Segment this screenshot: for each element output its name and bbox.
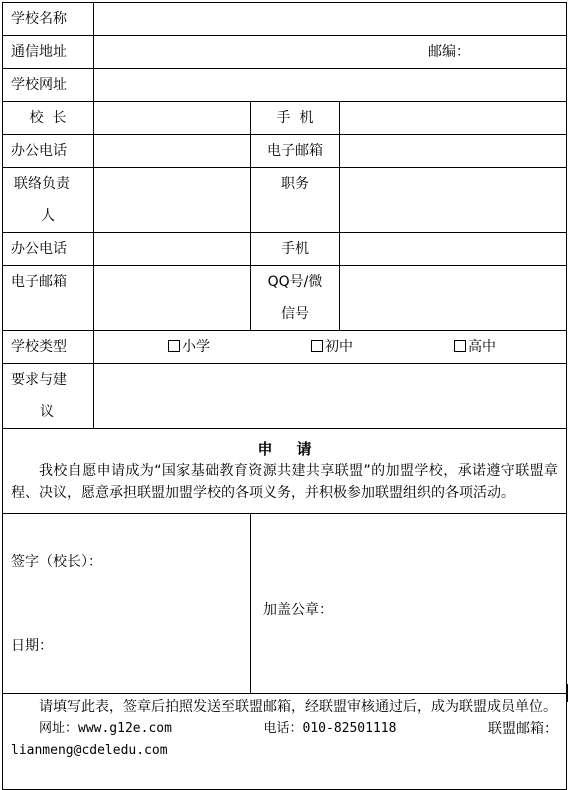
row-office-phone bbox=[3, 135, 567, 168]
checkbox-icon[interactable] bbox=[168, 340, 180, 352]
application-title-char2: 请 bbox=[296, 440, 312, 458]
address-field[interactable] bbox=[94, 36, 567, 69]
requirements-label-line1: 要求与建 bbox=[11, 372, 67, 388]
contact-person-label bbox=[3, 168, 94, 233]
postcode-label: 邮编： bbox=[428, 44, 471, 60]
position-label: 职务 bbox=[251, 168, 340, 233]
office-phone-label: 办公电话 bbox=[3, 135, 94, 168]
contact-website: 网址：www.g12e.com bbox=[39, 721, 172, 736]
type-option-primary-label: 小学 bbox=[182, 339, 210, 355]
principal-field[interactable] bbox=[94, 102, 251, 135]
row-contact-person bbox=[3, 168, 567, 233]
application-title-char1: 申 bbox=[257, 440, 273, 458]
mobile-label: 手 机 bbox=[251, 102, 340, 135]
email-label: 电子邮箱 bbox=[251, 135, 340, 168]
row-principal bbox=[3, 102, 567, 135]
type-option-senior[interactable] bbox=[454, 331, 496, 363]
school-name-label: 学校名称 bbox=[3, 3, 94, 36]
row-office-phone-2 bbox=[3, 233, 567, 266]
contact-line bbox=[11, 718, 558, 740]
checkbox-icon[interactable] bbox=[454, 340, 466, 352]
type-option-junior-label: 初中 bbox=[325, 339, 354, 355]
row-note bbox=[3, 694, 567, 790]
qq-wechat-field[interactable] bbox=[340, 266, 567, 331]
office-phone-label-2: 办公电话 bbox=[3, 233, 94, 266]
office-phone-field-2[interactable] bbox=[94, 233, 251, 266]
school-type-label: 学校类型 bbox=[3, 331, 94, 364]
school-name-field[interactable] bbox=[94, 3, 567, 36]
address-label: 通信地址 bbox=[3, 36, 94, 69]
email-field-2[interactable] bbox=[94, 266, 251, 331]
row-application bbox=[3, 429, 567, 514]
application-title bbox=[11, 438, 558, 460]
row-address bbox=[3, 36, 567, 69]
text-cursor bbox=[566, 684, 568, 702]
website-field[interactable] bbox=[94, 69, 567, 102]
seal-area[interactable] bbox=[251, 514, 567, 694]
qq-wechat-label-line2: 信号 bbox=[281, 306, 309, 322]
contact-person-label-line1: 联络负责 bbox=[14, 176, 70, 192]
note-text: 请填写此表，签章后拍照发送至联盟邮箱，经联盟审核通过后，成为联盟成员单位。 bbox=[39, 699, 557, 715]
type-option-primary[interactable] bbox=[168, 331, 210, 363]
contact-phone: 电话：010-82501118 bbox=[263, 721, 397, 736]
row-requirements bbox=[3, 364, 567, 429]
email-label-2: 电子邮箱 bbox=[3, 266, 94, 331]
mobile-field[interactable] bbox=[340, 102, 567, 135]
row-school-type bbox=[3, 331, 567, 364]
requirements-label-line2: 议 bbox=[40, 404, 54, 420]
seal-label: 加盖公章： bbox=[263, 602, 333, 618]
date-label: 日期： bbox=[11, 638, 53, 654]
row-email-qq bbox=[3, 266, 567, 331]
qq-wechat-label bbox=[251, 266, 340, 331]
requirements-label bbox=[3, 364, 94, 429]
mobile-label-2: 手机 bbox=[251, 233, 340, 266]
mobile-field-2[interactable] bbox=[340, 233, 567, 266]
application-form-table bbox=[2, 2, 567, 790]
position-field[interactable] bbox=[340, 168, 567, 233]
contact-email-label: 联盟邮箱： bbox=[488, 721, 559, 737]
signature-area[interactable] bbox=[3, 514, 251, 694]
principal-label: 校 长 bbox=[3, 102, 94, 135]
contact-person-field[interactable] bbox=[94, 168, 251, 233]
application-statement bbox=[3, 429, 567, 514]
row-signature bbox=[3, 514, 567, 694]
email-field[interactable] bbox=[340, 135, 567, 168]
type-option-senior-label: 高中 bbox=[468, 339, 497, 355]
requirements-field[interactable] bbox=[94, 364, 567, 429]
school-type-options bbox=[94, 331, 567, 364]
submission-note bbox=[3, 694, 567, 790]
row-school-name bbox=[3, 3, 567, 36]
website-label: 学校网址 bbox=[3, 69, 94, 102]
row-website bbox=[3, 69, 567, 102]
contact-person-label-line2: 人 bbox=[41, 208, 55, 224]
qq-wechat-label-line1: QQ号/微 bbox=[267, 274, 323, 290]
checkbox-icon[interactable] bbox=[311, 340, 323, 352]
application-body: 我校自愿申请成为“国家基础教育资源共建共享联盟”的加盟学校，承诺遵守联盟章程、决议，愿意承担联盟加盟学校的各项义务，并积极参加联盟组织的各项活动。 bbox=[11, 463, 559, 501]
type-option-junior[interactable] bbox=[311, 331, 353, 363]
office-phone-field[interactable] bbox=[94, 135, 251, 168]
signature-label: 签字（校长）： bbox=[11, 554, 102, 570]
contact-email: lianmeng@cdeledu.com bbox=[11, 743, 168, 758]
